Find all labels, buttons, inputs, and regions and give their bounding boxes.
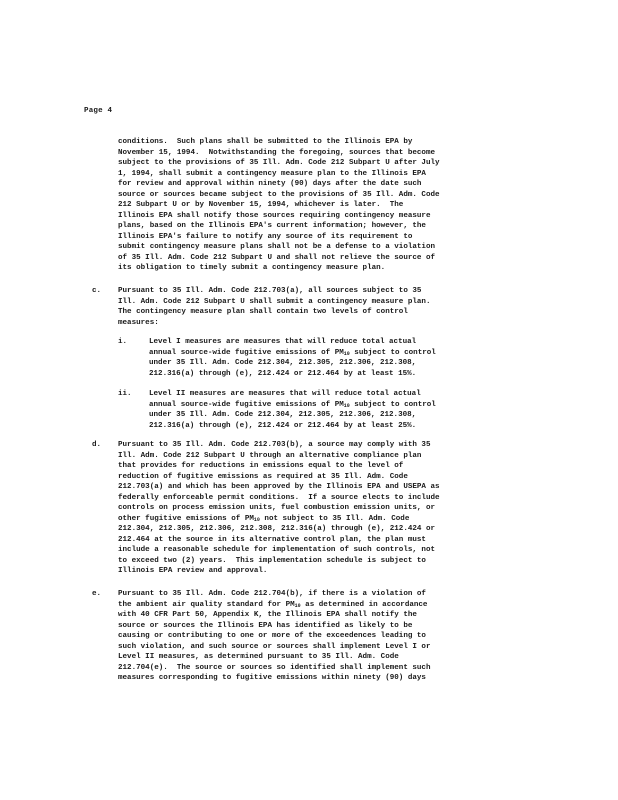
text-line: source or sources became subject to the provisions of 35 Ill. Adm. Code xyxy=(118,190,440,199)
text-line: Ill. Adm. Code 212 Subpart U through an alternative compliance plan xyxy=(118,451,422,460)
item-text xyxy=(149,337,436,379)
text-line: submit contingency measure plans shall not be a defense to a violation xyxy=(118,243,436,251)
text-line: conditions. Such plans shall be submitted to the Illinois EPA by xyxy=(118,138,413,146)
text-line: Level I measures are measures that will reduce total actual xyxy=(149,338,417,346)
text-line: include a reasonable schedule for implementation of such controls, not xyxy=(118,546,436,554)
text-line: Level II measures are measures that will reduce total actual xyxy=(149,390,421,398)
text-line: reduction of fugitive emissions as required at 35 Ill. Adm. Code xyxy=(118,472,408,481)
text-line: controls on process emission units, fuel combustion emission units, or xyxy=(118,504,436,512)
text-line: 212 Subpart U or by November 15, 1994, whichever is later. The xyxy=(118,201,404,209)
paragraph-d xyxy=(118,440,440,577)
text-line: causing or contributing to one or more of the exceedences leading to xyxy=(118,632,426,640)
text-line: of 35 Ill. Adm. Code 212 Subpart U and shall not relieve the source of xyxy=(118,253,436,262)
text-line: the ambient air quality standard for $PM_{10}$ as determined in accordance xyxy=(118,600,428,609)
level-two-measures xyxy=(149,389,436,431)
text-line: 212.304, 212.305, 212.306, 212.308, 212.316(a) through (e), 212.424 or xyxy=(118,525,436,533)
text-line: Level II measures, as determined pursuant to 35 Ill. Adm. Code xyxy=(118,653,399,661)
text-line: that provides for reductions in emissions equal to the level of xyxy=(118,462,404,470)
paragraph-c xyxy=(118,286,431,328)
text-line: 212.316(a) through (e), 212.424 or 212.464 by at least 15%. xyxy=(149,369,417,378)
text-line: to exceed two (2) years. This implementation schedule is subject to xyxy=(118,556,426,565)
paragraph-text xyxy=(118,137,440,274)
text-line: such violation, and such source or sources shall implement Level I or xyxy=(118,642,431,651)
text-line: Pursuant to 35 Ill. Adm. Code 212.703(b), a source may comply with 35 xyxy=(118,441,431,449)
text-line: federally enforceable permit conditions. If a source elects to include xyxy=(118,493,440,502)
paragraph-marker-d: d. xyxy=(92,441,102,449)
text-line: annual source-wide fugitive emissions of $PM_{10}$ subject to control xyxy=(149,400,436,409)
item-marker-i: i. xyxy=(118,338,128,346)
level-one-measures xyxy=(149,337,436,379)
text-line: other fugitive emissions of $PM_{10}$ not subject to 35 Ill. Adm. Code xyxy=(118,514,410,523)
text-line: plans, based on the Illinois EPA's current information; however, the xyxy=(118,222,426,230)
paragraph-text xyxy=(118,286,431,328)
text-line: measures corresponding to fugitive emissions within ninety (90) days xyxy=(118,674,426,682)
page-number: Page 4 xyxy=(84,107,113,115)
text-line: 212.316(a) through (e), 212.424 or 212.464 by at least 25%. xyxy=(149,421,417,430)
text-line: Ill. Adm. Code 212 Subpart U shall submit a contingency measure plan. xyxy=(118,297,431,306)
text-line: Pursuant to 35 Ill. Adm. Code 212.703(a), all sources subject to 35 xyxy=(118,287,422,295)
paragraph-text xyxy=(118,440,440,577)
text-line: Pursuant to 35 Ill. Adm. Code 212.704(b), if there is a violation of xyxy=(118,590,426,598)
text-line: source or sources the Illinois EPA has identified as likely to be xyxy=(118,621,413,630)
paragraph-b-continued xyxy=(118,137,440,274)
text-line: under 35 Ill. Adm. Code 212.304, 212.305, 212.306, 212.308, xyxy=(149,359,417,367)
text-line: Illinois EPA's failure to notify any source of its requirement to xyxy=(118,232,413,241)
text-line: annual source-wide fugitive emissions of $PM_{10}$ subject to control xyxy=(149,348,436,357)
paragraph-text xyxy=(118,589,431,684)
item-text xyxy=(149,389,436,431)
text-line: 1, 1994, shall submit a contingency measure plan to the Illinois EPA xyxy=(118,169,426,178)
text-line: The contingency measure plan shall contain two levels of control xyxy=(118,308,408,316)
text-line: with 40 CFR Part 50, Appendix K, the Illinois EPA shall notify the xyxy=(118,611,417,619)
text-line: under 35 Ill. Adm. Code 212.304, 212.305, 212.306, 212.308, xyxy=(149,411,417,419)
text-line: subject to the provisions of 35 Ill. Adm. Code 212 Subpart U after July xyxy=(118,159,440,167)
text-line: its obligation to timely submit a contingency measure plan. xyxy=(118,264,386,272)
paragraph-marker-e: e. xyxy=(92,590,102,598)
text-line: 212.704(e). The source or sources so identified shall implement such xyxy=(118,663,431,672)
text-line: Illinois EPA review and approval. xyxy=(118,567,268,575)
text-line: November 15, 1994. Notwithstanding the foregoing, sources that become xyxy=(118,148,436,157)
text-line: 212.464 at the source in its alternative control plan, the plan must xyxy=(118,535,426,544)
paragraph-marker-c: c. xyxy=(92,287,102,295)
text-line: 212.703(a) and which has been approved by the Illinois EPA and USEPA as xyxy=(118,483,440,491)
text-line: measures: xyxy=(118,318,159,327)
text-line: Illinois EPA shall notify those sources requiring contingency measure xyxy=(118,211,431,220)
text-line: for review and approval within ninety (90) days after the date such xyxy=(118,180,422,188)
item-marker-ii: ii. xyxy=(118,390,132,398)
paragraph-e xyxy=(118,589,431,684)
